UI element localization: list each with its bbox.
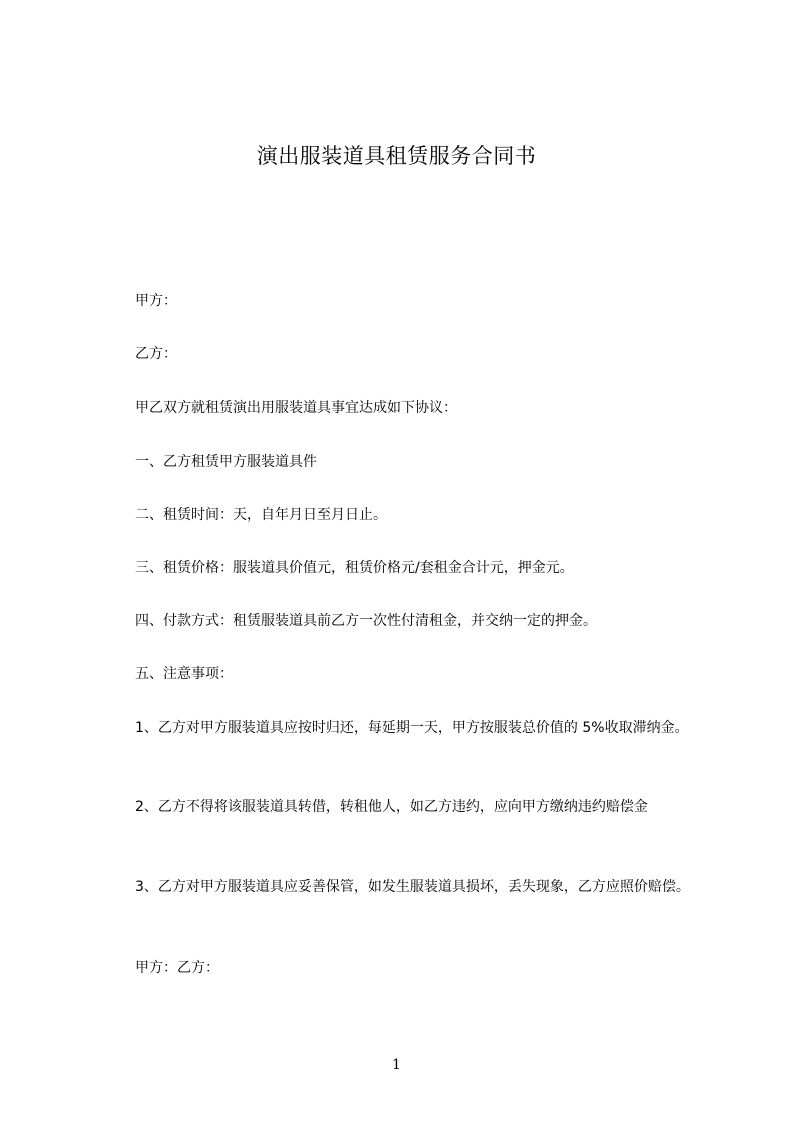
- clause-2: 二、租赁时间：天，自年月日至月日止。: [135, 507, 387, 523]
- note-1: 1、乙方对甲方服装道具应按时归还，每延期一天，甲方按服装总价值的 5%收取滞纳金。: [135, 720, 689, 736]
- note-2: 2、乙方不得将该服装道具转借，转租他人，如乙方违约，应向甲方缴纳违约赔偿金: [135, 799, 648, 815]
- party-b-line: 乙方：: [135, 346, 177, 362]
- party-a-line: 甲方：: [135, 293, 177, 309]
- signature-line: 甲方：乙方：: [135, 960, 219, 976]
- clause-3: 三、租赁价格：服装道具价值元，租赁价格元/套租金合计元，押金元。: [135, 560, 574, 576]
- intro-paragraph: 甲乙双方就租赁演出用服装道具事宜达成如下协议：: [135, 400, 457, 416]
- clause-5-heading: 五、注意事项：: [135, 666, 233, 682]
- clause-4: 四、付款方式：租赁服装道具前乙方一次性付清租金，并交纳一定的押金。: [135, 613, 597, 629]
- page-number: 1: [392, 1057, 401, 1073]
- document-title: 演出服装道具租赁服务合同书: [256, 144, 537, 168]
- note-3: 3、乙方对甲方服装道具应妥善保管，如发生服装道具损坏，丢失现象，乙方应照价赔偿。: [135, 879, 690, 895]
- clause-1: 一、乙方租赁甲方服装道具件: [135, 454, 317, 470]
